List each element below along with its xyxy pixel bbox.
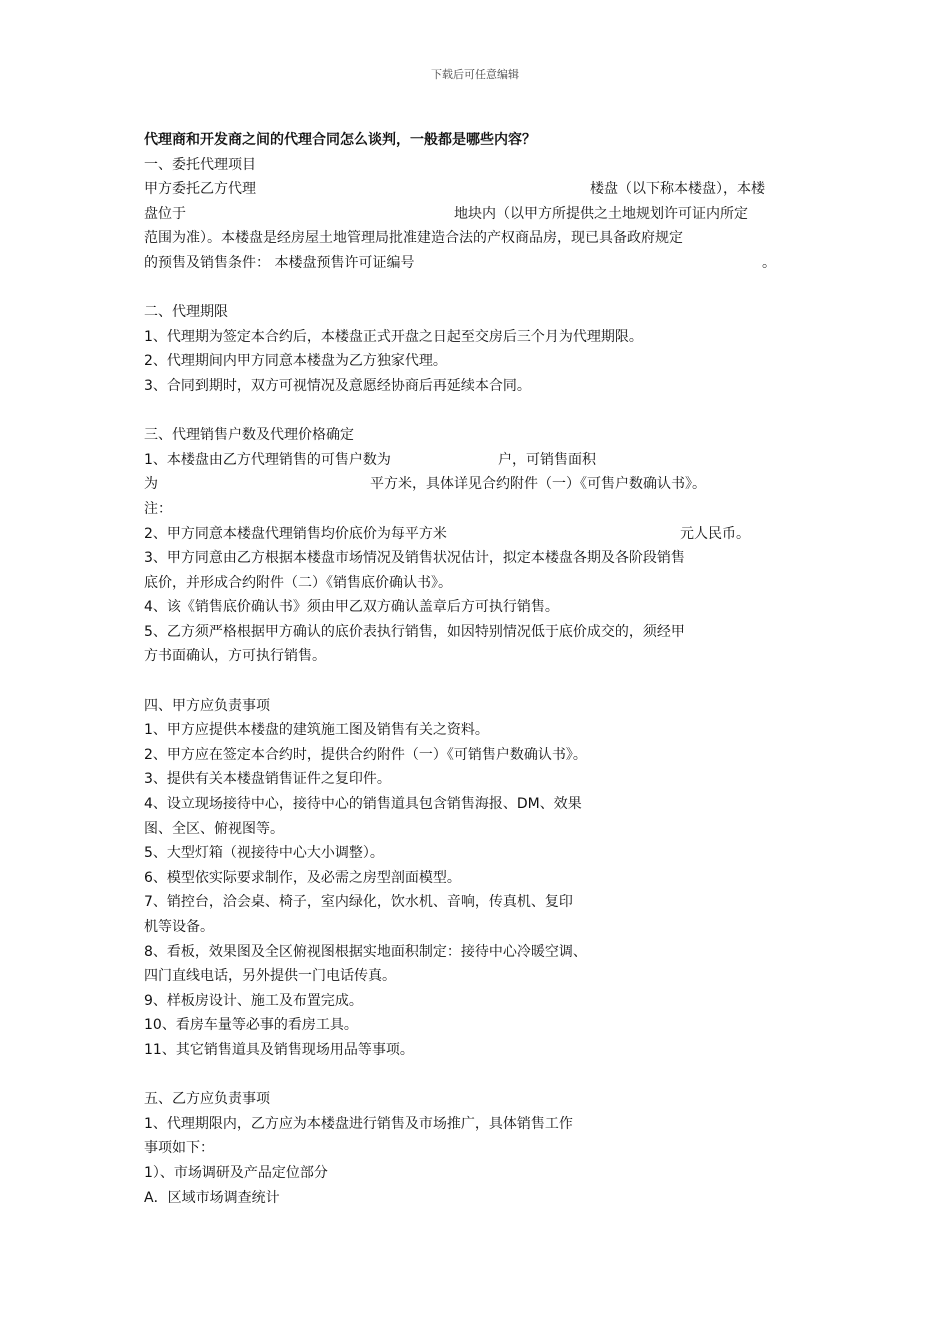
section-2-item: 1、代理期为签定本合约后，本楼盘正式开盘之日起至交房后三个月为代理期限。 <box>144 328 643 345</box>
section-3-line-9: 方书面确认，方可执行销售。 <box>144 648 326 665</box>
section-1-line-1 <box>144 177 814 202</box>
document-body <box>144 128 814 1210</box>
section-3-line-6: 底价，并形成合约附件（二）《销售底价确认书》。 <box>144 574 452 591</box>
section-5-item: 1、代理期限内，乙方应为本楼盘进行销售及市场推广，具体销售工作 <box>144 1115 573 1132</box>
section-1-line-1-part-b: 楼盘（以下称本楼盘），本楼 <box>590 181 765 198</box>
section-4-item: 四门直线电话，另外提供一门电话传真。 <box>144 968 396 985</box>
section-3-line-2-part-b: 平方米，具体详见合约附件（一）《可售户数确认书》。 <box>370 476 706 493</box>
section-2-item: 2、代理期间内甲方同意本楼盘为乙方独家代理。 <box>144 353 447 370</box>
section-4-item: 图、全区、俯视图等。 <box>144 820 284 837</box>
section-1-line-1-part-a: 甲方委托乙方代理 <box>144 181 256 198</box>
section-4-item: 4、设立现场接待中心，接待中心的销售道具包含销售海报、DM、效果 <box>144 796 582 813</box>
spacer <box>144 669 814 694</box>
section-1-line-2 <box>144 202 814 227</box>
section-3-line-1-part-a: 1、本楼盘由乙方代理销售的可售户数为 <box>144 451 391 468</box>
section-3-line-1 <box>144 448 814 473</box>
section-3-line-4-part-b: 元人民币。 <box>680 525 750 542</box>
document-title: 代理商和开发商之间的代理合同怎么谈判，一般都是哪些内容？ <box>144 132 536 148</box>
page-header: 下载后可任意编辑 <box>431 68 519 81</box>
section-4-item: 1、甲方应提供本楼盘的建筑施工图及销售有关之资料。 <box>144 722 489 739</box>
spacer <box>144 399 814 424</box>
section-4-item: 3、提供有关本楼盘销售证件之复印件。 <box>144 771 391 788</box>
spacer <box>144 1063 814 1088</box>
section-1-line-2-part-a: 盘位于 <box>144 205 186 222</box>
section-4-item: 2、甲方应在签定本合约时，提供合约附件（一）《可销售户数确认书》。 <box>144 746 587 763</box>
section-4-item: 机等设备。 <box>144 919 214 935</box>
section-2-heading: 二、代理期限 <box>144 304 228 321</box>
section-3-line-5: 3、甲方同意由乙方根据本楼盘市场情况及销售状况估计，拟定本楼盘各期及各阶段销售 <box>144 550 685 567</box>
section-4-item: 11、其它销售道具及销售现场用品等事项。 <box>144 1041 414 1058</box>
section-4-heading: 四、甲方应负责事项 <box>144 697 270 714</box>
section-4-item: 6、模型依实际要求制作，及必需之房型剖面模型。 <box>144 869 461 886</box>
section-3-heading: 三、代理销售户数及代理价格确定 <box>144 427 354 444</box>
section-5-item: 事项如下： <box>144 1140 214 1157</box>
section-3-line-7: 4、该《销售底价确认书》须由甲乙双方确认盖章后方可执行销售。 <box>144 599 559 616</box>
section-3-note: 注： <box>144 500 172 517</box>
section-3-line-4 <box>144 522 814 547</box>
section-4-item: 10、看房车量等必事的看房工具。 <box>144 1017 358 1034</box>
section-1-line-4-part-a: 的预售及销售条件： 本楼盘预售许可证编号 <box>144 254 415 271</box>
section-1-line-4 <box>144 251 814 276</box>
section-5-item: 1）、市场调研及产品定位部分 <box>144 1164 328 1181</box>
spacer <box>144 276 814 301</box>
section-3-line-2-part-a: 为 <box>144 476 158 493</box>
section-2-item: 3、合同到期时，双方可视情况及意愿经协商后再延续本合同。 <box>144 377 531 394</box>
section-4-item: 8、看板，效果图及全区俯视图根据实地面积制定：接待中心冷暖空调、 <box>144 943 587 960</box>
section-3-line-8: 5、乙方须严格根据甲方确认的底价表执行销售，如因特别情况低于底价成交的，须经甲 <box>144 623 685 640</box>
section-1-line-3: 范围为准）。本楼盘是经房屋土地管理局批准建造合法的产权商品房，现已具备政府规定 <box>144 230 683 247</box>
section-3-line-1-part-b: 户，可销售面积 <box>498 451 596 468</box>
section-1-heading: 一、委托代理项目 <box>144 156 256 173</box>
section-3-line-4-part-a: 2、甲方同意本楼盘代理销售均价底价为每平方米 <box>144 525 447 542</box>
section-4-item: 5、大型灯箱（视接待中心大小调整）。 <box>144 845 384 862</box>
section-5-heading: 五、乙方应负责事项 <box>144 1091 270 1108</box>
section-3-line-2 <box>144 472 814 497</box>
section-4-item: 7、销控台，洽会桌、椅子，室内绿化，饮水机、音响，传真机、复印 <box>144 894 573 911</box>
section-1-line-2-part-b: 地块内（以甲方所提供之土地规划许可证内所定 <box>454 205 748 222</box>
section-1-line-4-part-b: 。 <box>762 254 776 271</box>
section-4-item: 9、样板房设计、施工及布置完成。 <box>144 992 363 1009</box>
section-5-item: A．区域市场调查统计 <box>144 1189 280 1206</box>
